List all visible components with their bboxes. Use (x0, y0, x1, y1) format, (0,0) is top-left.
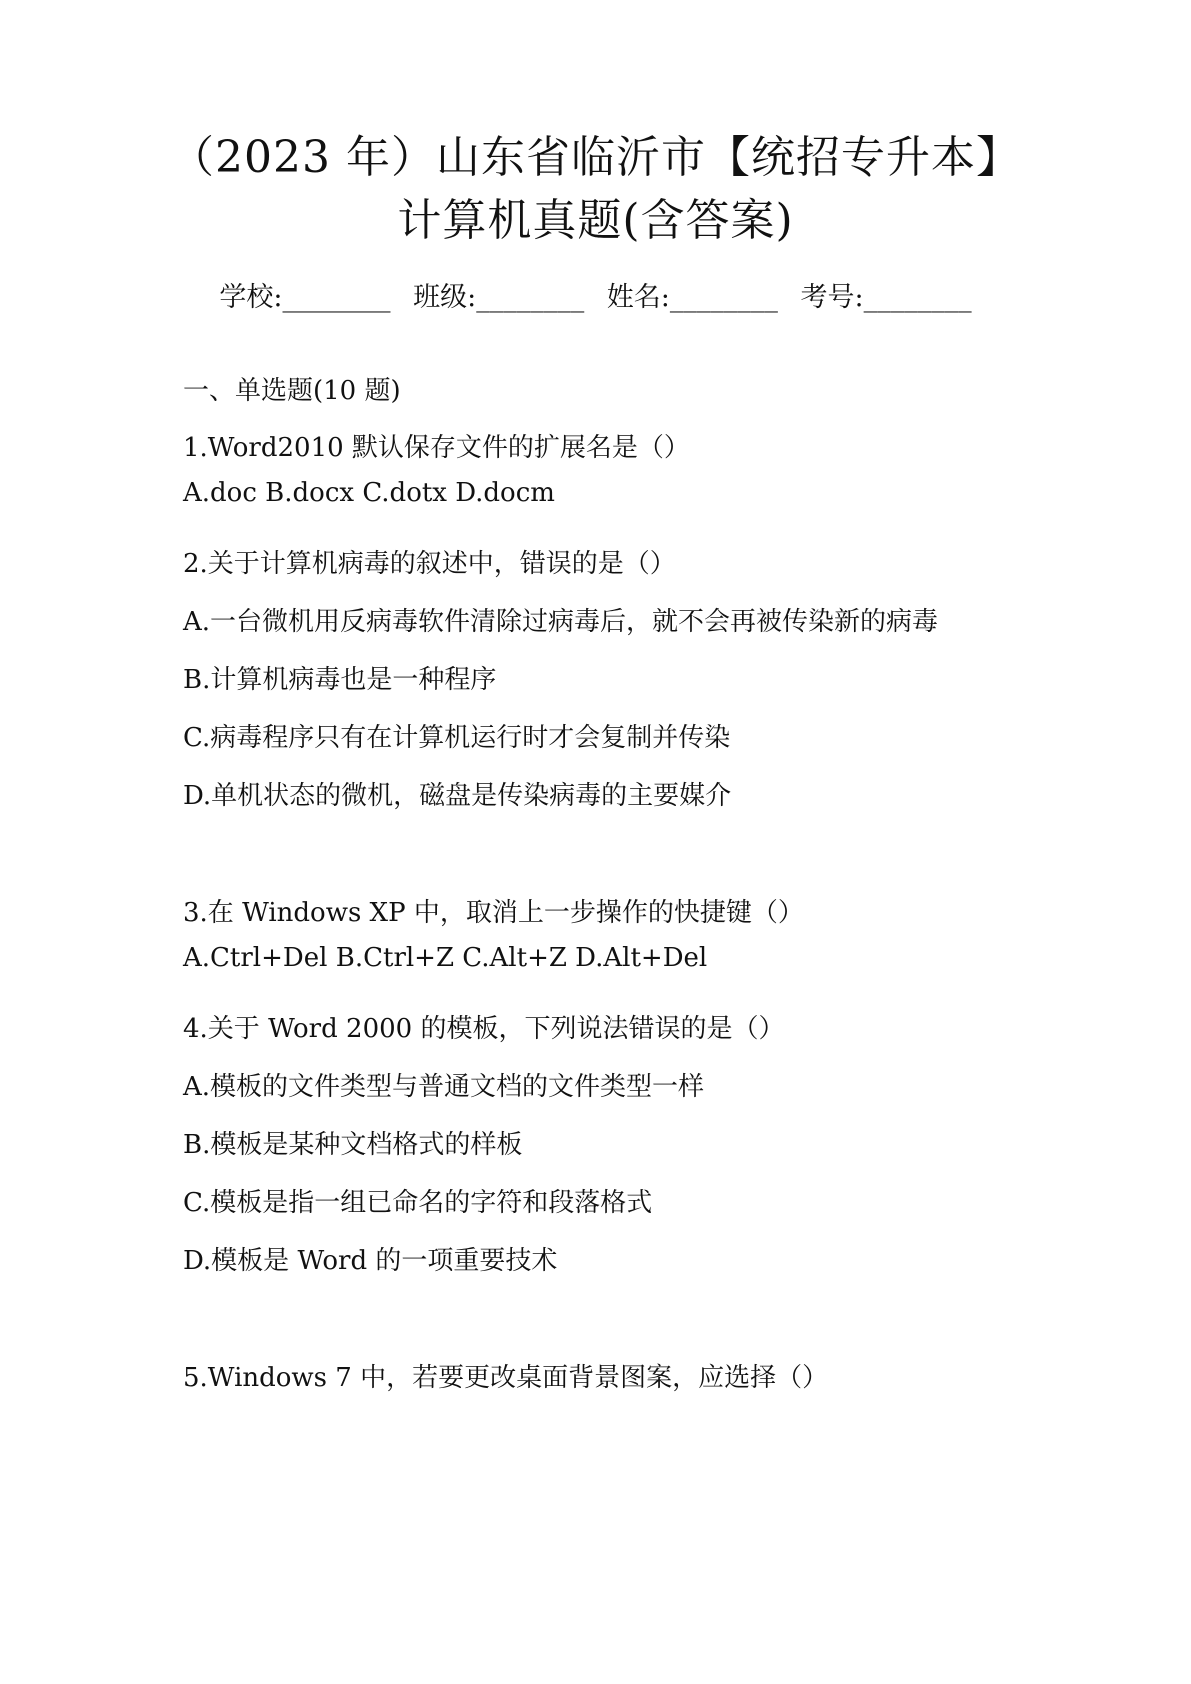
document-title-line-1: （2023 年）山东省临沂市【统招专升本】 (170, 132, 1021, 183)
question-2-option-c: C.病毒程序只有在计算机运行时才会复制并传染 (183, 723, 731, 753)
class-field: 班级:________ (413, 282, 585, 313)
student-info-row (0, 280, 1191, 316)
question-4-stem: 4.关于 Word 2000 的模板，下列说法错误的是（） (183, 1014, 785, 1044)
section-heading: 一、单选题(10 题) (183, 376, 401, 406)
question-2-stem: 2.关于计算机病毒的叙述中，错误的是（） (183, 549, 676, 579)
question-2-option-a: A.一台微机用反病毒软件清除过病毒后，就不会再被传染新的病毒 (183, 607, 939, 637)
document-title-line-2: 计算机真题(含答案) (397, 195, 794, 246)
exam-number-field: 考号:________ (800, 282, 972, 313)
question-1-stem: 1.Word2010 默认保存文件的扩展名是（） (183, 433, 690, 463)
name-field: 姓名:________ (606, 282, 778, 313)
question-4-option-c: C.模板是指一组已命名的字符和段落格式 (183, 1188, 653, 1218)
question-2-option-b: B.计算机病毒也是一种程序 (183, 665, 497, 695)
question-2-option-d: D.单机状态的微机，磁盘是传染病毒的主要媒介 (183, 781, 732, 811)
question-4-option-d: D.模板是 Word 的一项重要技术 (183, 1246, 558, 1276)
school-field: 学校:________ (219, 282, 391, 313)
question-3-stem: 3.在 Windows XP 中，取消上一步操作的快捷键（） (183, 898, 804, 928)
question-1-options: A.doc B.docx C.dotx D.docm (183, 478, 555, 508)
question-4-option-a: A.模板的文件类型与普通文档的文件类型一样 (183, 1072, 705, 1102)
question-5-stem: 5.Windows 7 中，若要更改桌面背景图案，应选择（） (183, 1363, 829, 1393)
question-3-options: A.Ctrl+Del B.Ctrl+Z C.Alt+Z D.Alt+Del (183, 943, 708, 973)
question-4-option-b: B.模板是某种文档格式的样板 (183, 1130, 523, 1160)
